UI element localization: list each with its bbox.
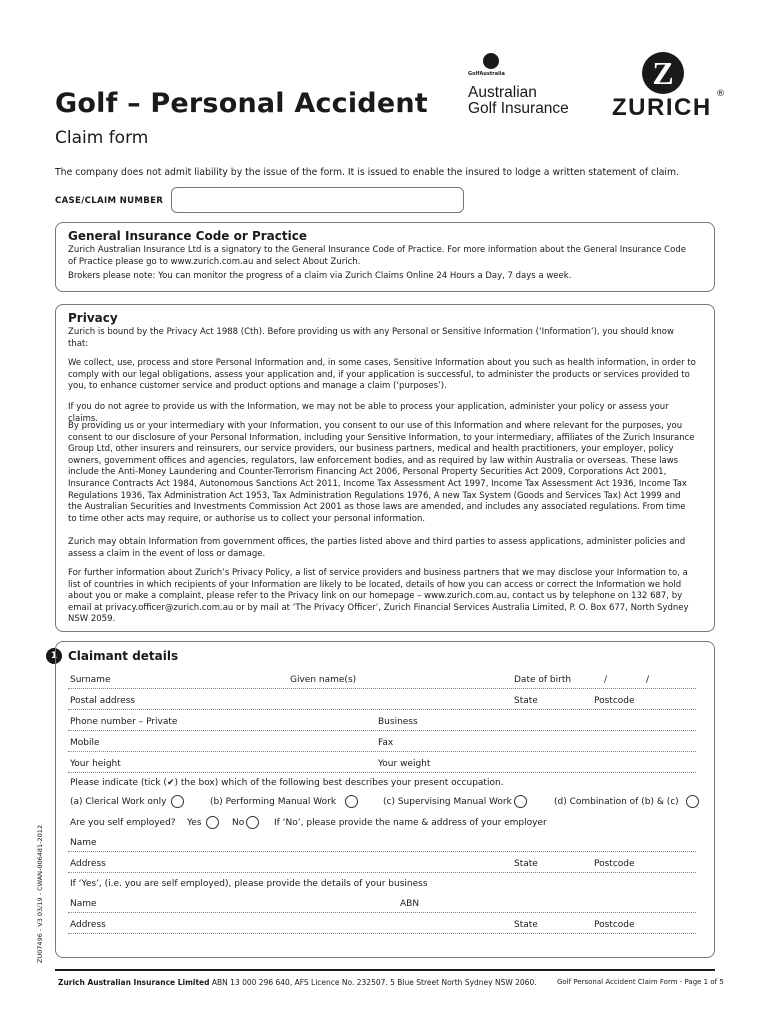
footer-page-number: Golf Personal Accident Claim Form - Page 1 of 5 [557, 978, 724, 986]
postal-address-label: Postal address [70, 696, 136, 706]
code-of-practice-section [55, 222, 715, 292]
state-label: State [514, 696, 538, 706]
form-reference-code: ZU07496 - V3 03/19 - CWAN-006481-2012 [36, 824, 44, 964]
privacy-para-6: For further information about Zurich’s Privacy Policy, a list of service providers and business partners that we may disclose your Information to, a list of countries in which recipients of your Information are likely to be located, details of how you can access or correct the Information we hold about you or make a complaint, please refer to the Privacy link on our homepage – www.zurich.com.au, contact us by telephone on 132 687, by email at privacy.officer@zurich.com.au or by mail at ‘The Privacy Officer’, Zurich Financial Services Australia Limited, P. O. Box 677, North Sydney NSW 2059. [68, 568, 689, 625]
footer-company-abn: ABN 13 000 296 640, AFS Licence No. 232507. 5 Blue Street North Sydney NSW 2060. [211, 978, 537, 987]
option-b-label: (b) Performing Manual Work [210, 797, 337, 807]
employer-postcode-label: Postcode [594, 859, 635, 869]
code-of-practice-heading: General Insurance Code or Practice [68, 229, 307, 243]
occupation-question: Please indicate (tick (✔) the box) which of the following best describes your present occupation. [70, 778, 504, 788]
page-subtitle: Claim form [55, 128, 149, 148]
dob-separator-1: / [604, 675, 608, 685]
privacy-para-1: Zurich is bound by the Privacy Act 1988 (Cth). Before providing us with any Personal or Sensitive Information (‘Information’), you should know that: [68, 327, 674, 349]
abn-label: ABN [400, 899, 420, 909]
privacy-heading: Privacy [68, 311, 118, 325]
claimant-details-heading: Claimant details [68, 649, 179, 663]
dob-separator-2: / [646, 675, 650, 685]
option-c-radio[interactable] [514, 795, 527, 808]
postcode-label: Postcode [594, 696, 635, 706]
option-a-label: (a) Clerical Work only [70, 797, 167, 807]
mobile-row[interactable] [68, 736, 696, 752]
if-yes-instruction: If ‘Yes’, (i.e. you are self employed), please provide the details of your business [70, 879, 428, 889]
self-employed-yes-radio[interactable] [206, 816, 219, 829]
no-label: No [232, 818, 245, 828]
yes-label: Yes [187, 818, 202, 828]
zurich-wordmark: ZURICH [612, 94, 712, 121]
privacy-para-5: Zurich may obtain Information from government offices, the parties listed above and third parties to assess applications, administer policies and assess a claim in the event of loss or damage. [68, 537, 686, 559]
option-b-radio[interactable] [345, 795, 358, 808]
employer-state-label: State [514, 859, 538, 869]
surname-label: Surname [70, 675, 111, 685]
mobile-label: Mobile [70, 738, 100, 748]
business-postcode-label: Postcode [594, 920, 635, 930]
surname-row[interactable] [68, 673, 696, 689]
zurich-logo-icon: Z [642, 52, 684, 94]
claimant-details-section [55, 641, 715, 958]
footer-divider [55, 969, 715, 971]
employer-address-row[interactable] [68, 857, 696, 873]
case-number-label: CASE/CLAIM NUMBER [55, 196, 164, 206]
page-title: Golf – Personal Accident [55, 88, 428, 119]
postal-address-row[interactable] [68, 694, 696, 710]
privacy-para-2: We collect, use, process and store Personal Information and, in some cases, Sensitive Information about you such as health information, in order to comply with our legal obligations, assess your application and, if your application is successful, to administer the products or services provided to you, to enhance customer service and product options and manage a claim (‘purposes’). [68, 358, 696, 392]
given-names-label: Given name(s) [290, 675, 357, 685]
code-of-practice-text: Zurich Australian Insurance Ltd is a signatory to the General Insurance Code of Practice. For more information about the General Insurance Code of Practice please go to www.zurich.com.au and select About Zurich. [68, 245, 686, 267]
footer-company-name: Zurich Australian Insurance Limited [58, 978, 210, 987]
self-employed-no-radio[interactable] [246, 816, 259, 829]
if-no-instruction: If ‘No’, please provide the name & address of your employer [274, 818, 547, 828]
intro-text: The company does not admit liability by the issue of the form. It is issued to enable the insured to lodge a written statement of claim. [55, 167, 680, 178]
option-d-radio[interactable] [686, 795, 699, 808]
self-employed-question: Are you self employed? [70, 818, 176, 828]
employer-address-label: Address [70, 859, 106, 869]
phone-row[interactable] [68, 715, 696, 731]
weight-label: Your weight [378, 759, 431, 769]
privacy-section [55, 304, 715, 632]
australian-golf-insurance-logo [468, 71, 578, 117]
phone-private-label: Phone number – Private [70, 717, 178, 727]
employer-name-row[interactable] [68, 836, 696, 852]
privacy-para-3: If you do not agree to provide us with the Information, we may not be able to process your application, administer your policy or assess your claims. [68, 402, 669, 424]
height-label: Your height [70, 759, 121, 769]
fax-label: Fax [378, 738, 394, 748]
date-of-birth-label: Date of birth [514, 675, 572, 685]
option-a-radio[interactable] [171, 795, 184, 808]
phone-business-label: Business [378, 717, 418, 727]
option-d-label: (d) Combination of (b) & (c) [554, 797, 679, 807]
business-state-label: State [514, 920, 538, 930]
privacy-para-4: By providing us or your intermediary with your Information, you consent to our use of this Information and where relevant for the purposes, you consent to our disclosure of your Personal Information, including your Sensitive Information, to your intermediary, affiliates of the Zurich Insurance Group Ltd, other insurers and reinsurers, our service providers, our business partners, medical and health practitioners, your employer, policy owners, government offices and agencies, regulators, law enforcement bodies, and as required by law within Australia or overseas. These laws include the Anti-Money Laundering and Counter-Terrorism Financing Act 2006, Personal Property Securities Act 2009, Corporations Act 2001, Insurance Contracts Act 1984, Autonomous Sanctions Act 2011, Income Tax Assessment Act 1997, Income Tax Assessment Act 1936, Income Tax Regulations 1936, Tax Administration Act 1953, Tax Administration Regulations 1976, A new Tax System (Goods and Services Tax) Act 1999 and the Australian Securities and Investments Commission Act 2001 as those laws are amended, and includes any associated regulations. From time to time other acts may require, or authorise us to collect your personal information. [68, 421, 695, 524]
footer-company-details [58, 978, 537, 987]
case-number-input[interactable] [171, 187, 464, 213]
logo-line-2: Golf Insurance [468, 100, 569, 117]
logo-line-1: Australian [468, 84, 537, 101]
registered-mark: ® [716, 89, 725, 99]
employer-name-label: Name [70, 838, 97, 848]
golf-australia-label: GolfAustralia [468, 71, 505, 77]
business-address-label: Address [70, 920, 106, 930]
option-c-label: (c) Supervising Manual Work [383, 797, 512, 807]
golf-australia-logo-icon [483, 53, 499, 69]
height-weight-row[interactable] [68, 757, 696, 773]
brokers-note: Brokers please note: You can monitor the progress of a claim via Zurich Claims Online 24 Hours a Day, 7 days a week. [68, 271, 572, 281]
business-name-row[interactable] [68, 897, 696, 913]
business-name-label: Name [70, 899, 97, 909]
section-number-badge: 1 [46, 648, 62, 664]
business-address-row[interactable] [68, 918, 696, 934]
